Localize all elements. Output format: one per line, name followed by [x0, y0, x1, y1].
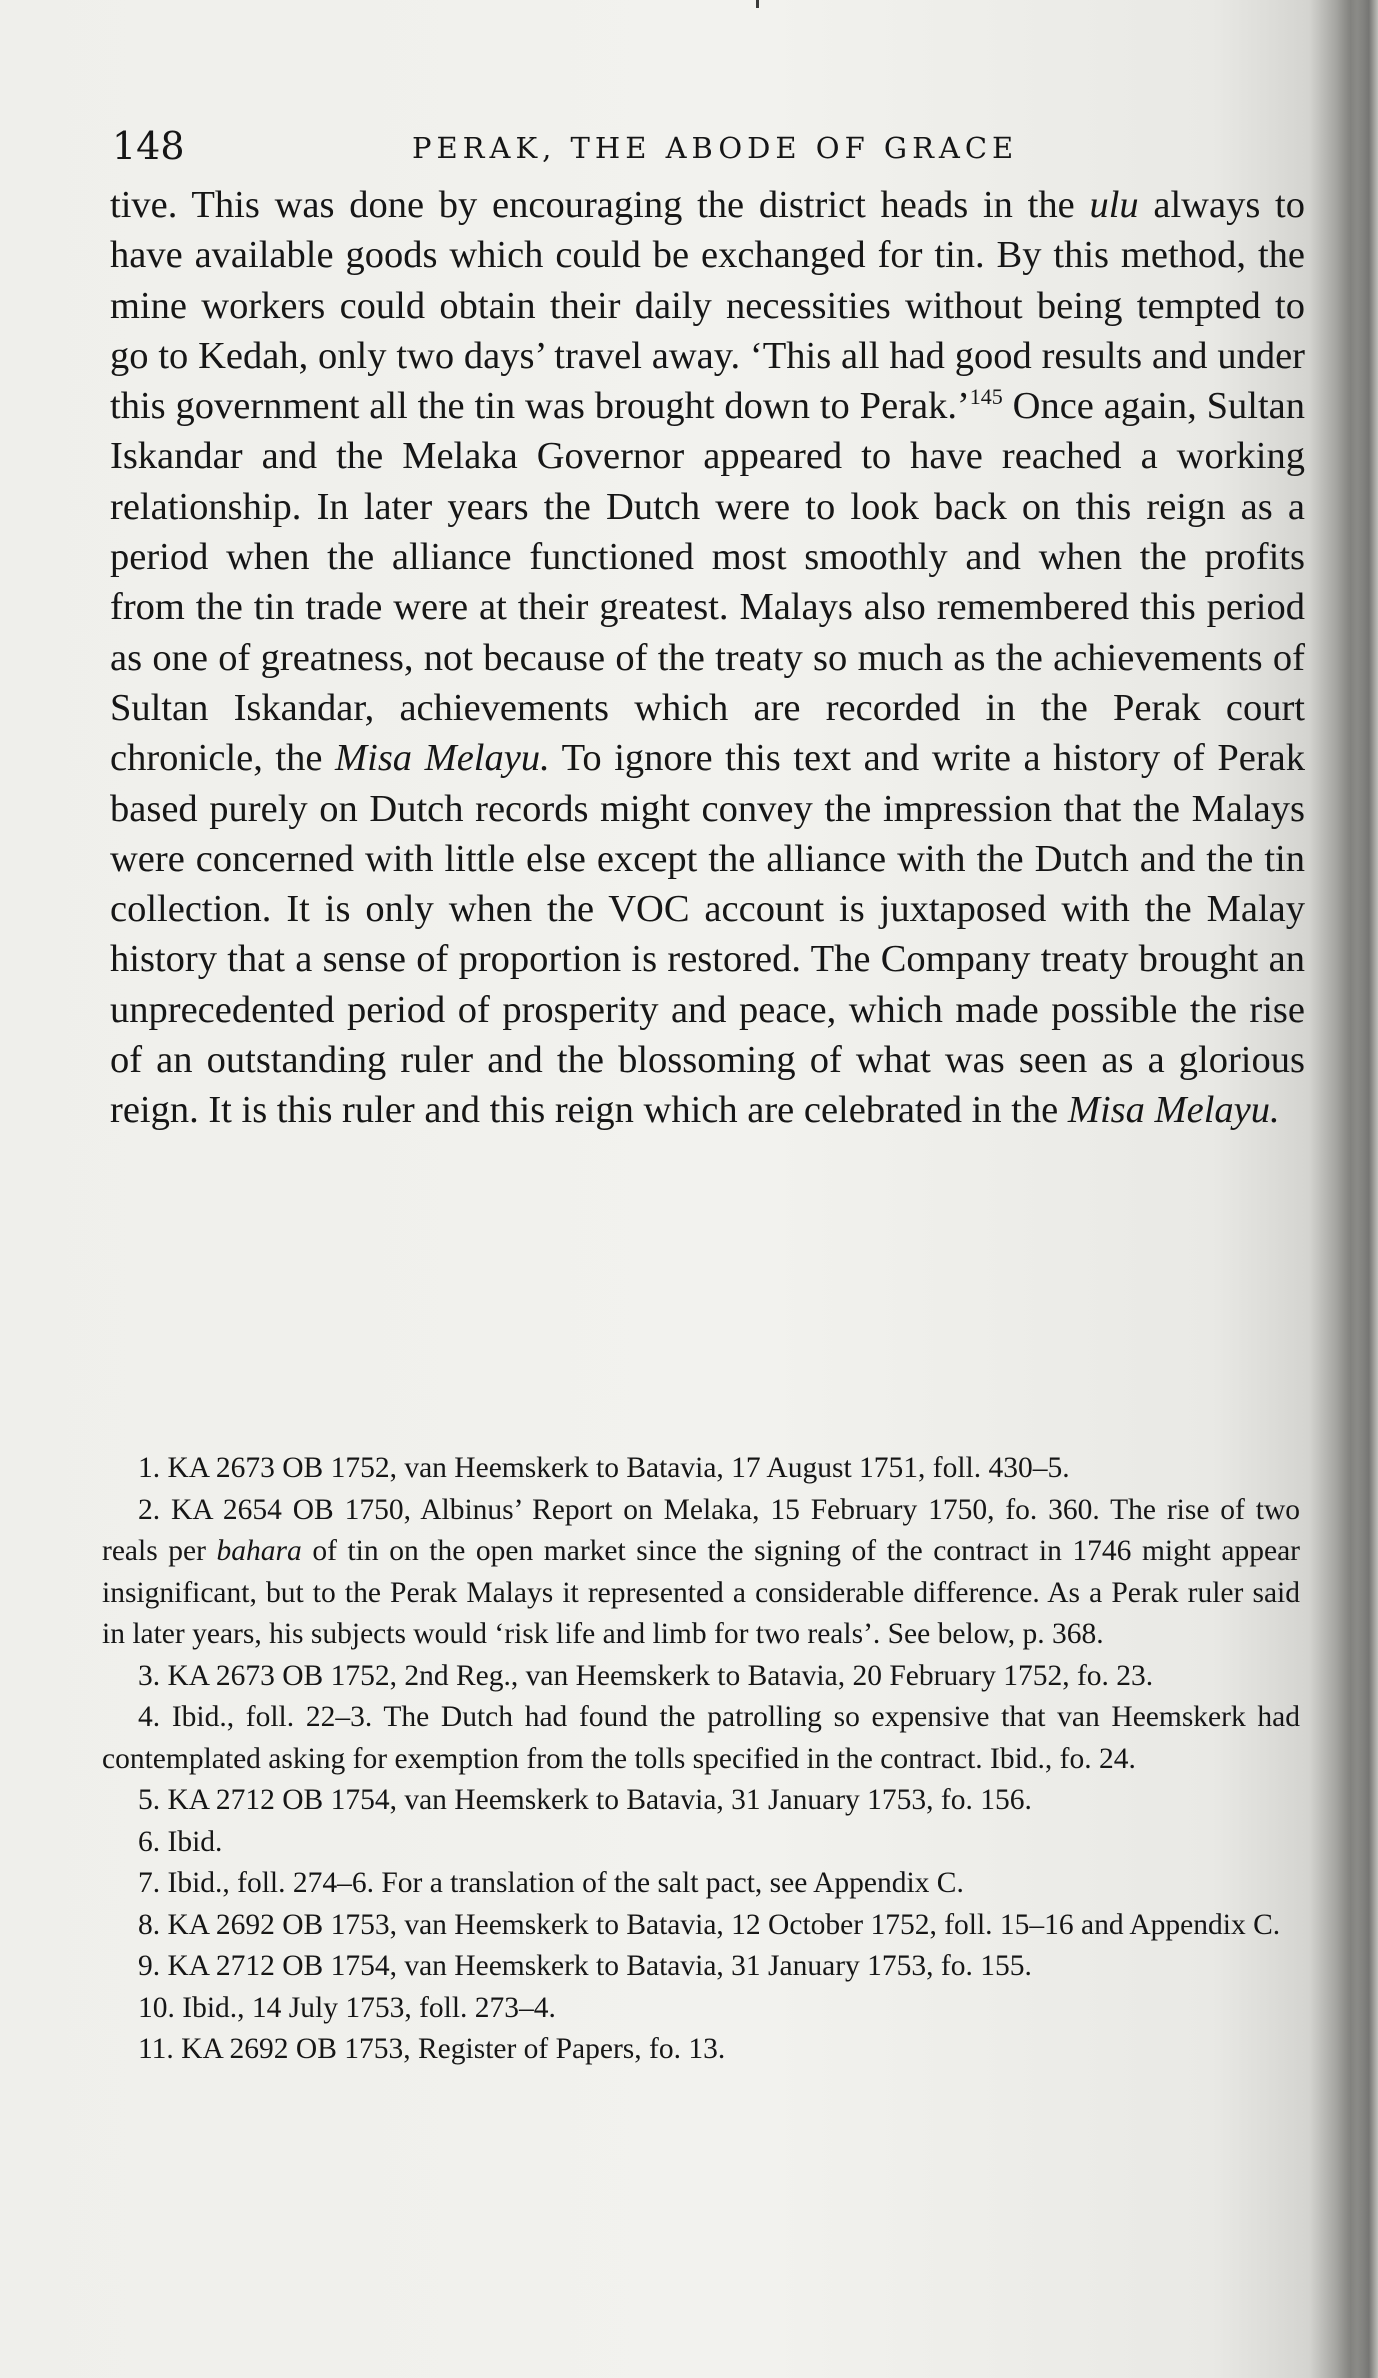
footnote	[102, 1697, 1300, 1780]
footnote-text: of tin on the open market since the signing of the contract in 1746 might appear insignificant, but to the Perak Malays it represented a considerable difference. As a Perak ruler said in later years, his subjects would ‘risk life and limb for two reals’. See below, p. 368.	[102, 1535, 1300, 1650]
footnote	[102, 1863, 1300, 1905]
footnote-number: 7.	[138, 1867, 161, 1899]
footnote-text: Ibid., 14 July 1753, foll. 273–4.	[182, 1991, 556, 2024]
footnote-number: 6.	[138, 1825, 161, 1858]
body-paragraph	[110, 180, 1305, 1136]
body-text-run: always to have available goods which could be exchanged for tin. By this method, the mine workers could obtain their daily necessities without being tempted to go to Kedah, only two days’ travel away. ‘This all had good results and under this government all the tin was brought down to Perak.’	[110, 184, 1305, 428]
body-text	[110, 180, 1305, 1136]
footnote-italic-term: bahara	[216, 1535, 302, 1567]
footnote-number: 1.	[138, 1452, 161, 1484]
footnote	[102, 1946, 1300, 1988]
footnotes	[102, 1448, 1300, 2071]
footnote-text: KA 2654 OB 1750, Albinus’ Report on Melaka, 15 February 1750, fo. 360. The rise of two reals per	[102, 1493, 1301, 1567]
scan-mark	[756, 0, 759, 8]
footnote	[102, 2029, 1300, 2071]
body-text-run: tive. This was done by encouraging the district heads in the	[110, 184, 1090, 226]
running-head: PERAK, THE ABODE OF GRACE	[412, 131, 1019, 165]
footnote-number: 8.	[138, 1908, 161, 1941]
footnote-text: KA 2692 OB 1753, Register of Papers, fo. 13.	[181, 2033, 726, 2065]
footnote-text: KA 2673 OB 1752, van Heemskerk to Batavia, 17 August 1751, foll. 430–5.	[167, 1452, 1070, 1484]
footnote-number: 11.	[138, 2033, 174, 2065]
body-italic-title: Misa Melayu.	[335, 737, 550, 780]
footnote-text: Ibid.	[167, 1825, 223, 1858]
footnote-text: Ibid., foll. 274–6. For a translation of the salt pact, see Appendix C.	[167, 1867, 964, 1899]
footnote	[102, 1905, 1300, 1947]
footnote-number: 2.	[138, 1493, 161, 1526]
footnote-text: KA 2712 OB 1754, van Heemskerk to Batavia, 31 January 1753, fo. 155.	[167, 1950, 1032, 1982]
body-italic-title: Misa Melayu.	[1067, 1089, 1280, 1132]
footnote	[102, 1988, 1300, 2030]
footnote	[102, 1780, 1300, 1822]
footnote-text: Ibid., foll. 22–3. The Dutch had found the patrolling so expensive that van Heemskerk had contemplated asking for exemption from the tolls specified in the contract. Ibid., fo. 24.	[102, 1701, 1301, 1775]
footnote-number: 10.	[138, 1991, 175, 2024]
footnote-text: KA 2692 OB 1753, van Heemskerk to Batavia, 12 October 1752, foll. 15–16 and Appendix C.	[167, 1908, 1281, 1941]
footnote-number: 3.	[138, 1659, 161, 1692]
footnote	[102, 1448, 1300, 1490]
footnote-text: KA 2673 OB 1752, 2nd Reg., van Heemskerk to Batavia, 20 February 1752, fo. 23.	[167, 1659, 1154, 1692]
footnote-number: 5.	[138, 1784, 161, 1816]
footnote	[102, 1656, 1300, 1698]
footnote-number: 9.	[138, 1950, 161, 1982]
page-header	[112, 122, 1262, 172]
binding-shadow	[1336, 0, 1378, 2378]
body-text-run: Once again, Sultan Iskandar and the Melaka Governor appeared to have reached a working relationship. In later years the Dutch were to look back on this reign as a period when the alliance functioned most smoothly and when the profits from the tin trade were at their greatest. Malays also remembered this period as one of greatness, not because of the treaty so much as the achievements of Sultan Iskandar, achievements which are recorded in the Perak court chronicle, the	[110, 385, 1305, 780]
body-italic-term: ulu	[1089, 184, 1139, 226]
body-text-run: To ignore this text and write a history of Perak based purely on Dutch records might convey the impression that the Malays were concerned with little else except the alliance with the Dutch and the tin collection. It is only when the VOC account is juxtaposed with the Malay history that a sense of proportion is restored. The Company treaty brought an unprecedented period of prosperity and peace, which made possible the rise of an outstanding ruler and the blossoming of what was seen as a glorious reign. It is this ruler and this reign which are celebrated in the	[110, 737, 1306, 1132]
footnote-reference: 145	[969, 384, 1003, 410]
footnote	[102, 1490, 1300, 1656]
footnote-number: 4.	[138, 1701, 161, 1733]
footnote-text: KA 2712 OB 1754, van Heemskerk to Batavia, 31 January 1753, fo. 156.	[167, 1784, 1032, 1816]
footnote	[102, 1822, 1300, 1864]
page-number: 148	[112, 124, 185, 168]
